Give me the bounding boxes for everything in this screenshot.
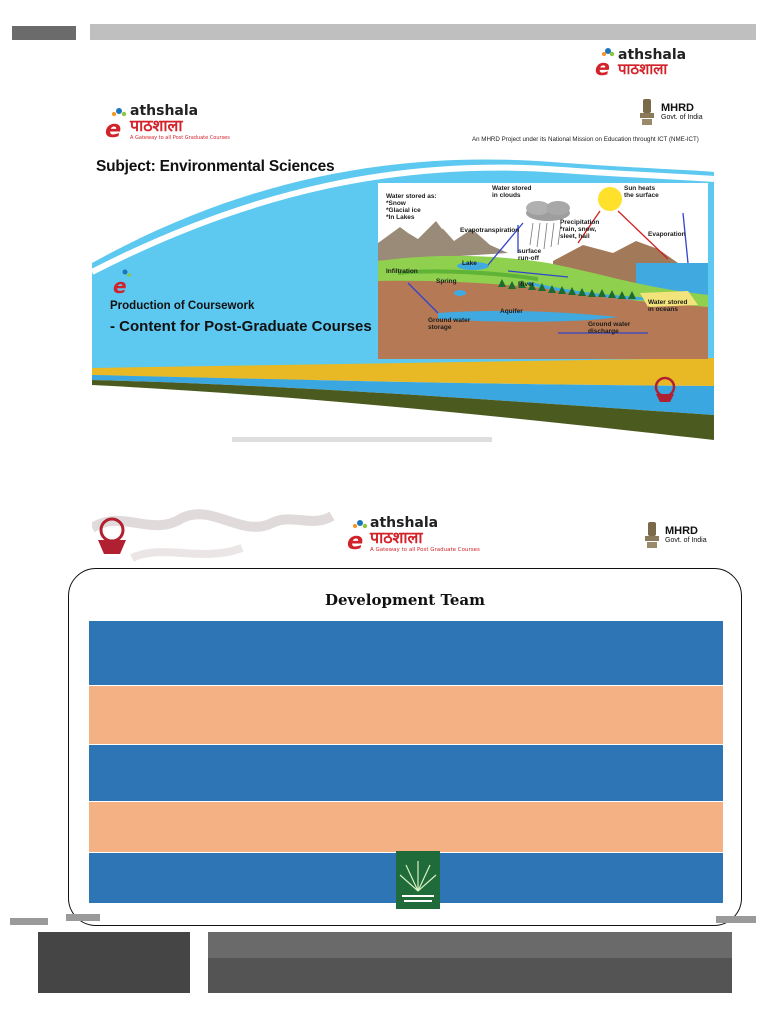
label-precipitation: Precipitation *rain, snow, sleet, hail — [560, 219, 600, 241]
label-water-stored: Water stored as: *Snow *Glacial ice *In Lakes — [386, 193, 437, 222]
label-aquifer: Aquifer — [500, 308, 523, 315]
svg-text:e: e — [105, 114, 122, 140]
team-band-4 — [89, 802, 723, 852]
mhrd-subtitle: Govt. of India — [661, 114, 703, 122]
ugc-emblem-icon — [650, 374, 680, 404]
footer-block-left — [38, 932, 190, 993]
team-title: Development Team — [324, 591, 486, 609]
label-evapotranspiration: Evapotranspiration — [460, 227, 520, 234]
logo-english: athshala — [618, 46, 687, 63]
svg-text:e: e — [595, 56, 610, 78]
svg-text:e: e — [113, 274, 127, 296]
label-sun: Sun heats the surface — [624, 185, 659, 200]
university-logo-icon — [396, 851, 440, 909]
e-logo-icon — [346, 518, 370, 552]
label-evaporation: Evaporation — [648, 231, 686, 238]
production-text: Production of Coursework — [110, 300, 255, 312]
logo-hindi: पाठशाला — [618, 59, 668, 78]
side-tab-left — [10, 918, 48, 925]
footer-block-right — [208, 932, 732, 993]
label-infiltration: Infiltration — [386, 268, 418, 275]
logo-english: athshala — [130, 103, 199, 119]
label-river: River — [518, 281, 535, 288]
mhrd-title: MHRD — [661, 101, 694, 114]
side-tab-right — [716, 916, 756, 923]
project-line: An MHRD Project under its National Mission on Education throught ICT (NME-ICT) — [472, 136, 699, 143]
e-small-logo-icon — [112, 268, 134, 296]
logo-tagline: A Gateway to all Post Graduate Courses — [370, 547, 480, 553]
label-oceans: Water stored in oceans — [648, 299, 688, 314]
development-team-panel — [68, 568, 742, 926]
e-logo-icon — [594, 46, 618, 78]
svg-text:e: e — [347, 526, 364, 552]
mhrd-emblem-slide2 — [642, 520, 707, 550]
mhrd-subtitle: Govt. of India — [665, 537, 707, 545]
label-clouds: Water stored in clouds — [492, 185, 532, 200]
logo-tagline: A Gateway to all Post Graduate Courses — [130, 135, 230, 141]
slide2-header — [92, 508, 722, 572]
logo-english: athshala — [370, 515, 439, 531]
team-band-2 — [89, 686, 723, 744]
water-cycle-diagram — [378, 183, 708, 359]
content-text: - Content for Post-Graduate Courses — [110, 318, 372, 335]
header-tab-dark — [12, 26, 76, 40]
ashoka-emblem-icon — [642, 520, 662, 550]
ashoka-emblem-icon — [637, 97, 657, 127]
e-logo-icon — [104, 106, 130, 140]
subject-heading: Subject: Environmental Sciences — [96, 158, 335, 175]
epathshala-logo-top — [594, 46, 686, 78]
epathshala-logo-slide — [104, 104, 230, 141]
label-groundwater-storage: Ground water storage — [428, 317, 471, 332]
team-band-1 — [89, 621, 723, 685]
mhrd-title: MHRD — [665, 524, 698, 537]
ugc-emblem-icon — [92, 514, 132, 562]
label-runoff: surface run-off — [518, 248, 542, 263]
label-groundwater-discharge: Ground water discharge — [588, 321, 631, 336]
team-band-3 — [89, 745, 723, 801]
mhrd-emblem — [637, 97, 703, 127]
side-tab-left-2 — [66, 914, 100, 921]
title-slide — [92, 80, 714, 445]
epathshala-logo-slide2 — [346, 516, 480, 554]
logo-hindi: पाठशाला — [370, 528, 423, 547]
label-spring: Spring — [436, 278, 457, 285]
label-lake: Lake — [462, 260, 477, 267]
header-bar — [90, 24, 756, 40]
logo-hindi: पाठशाला — [130, 116, 183, 135]
